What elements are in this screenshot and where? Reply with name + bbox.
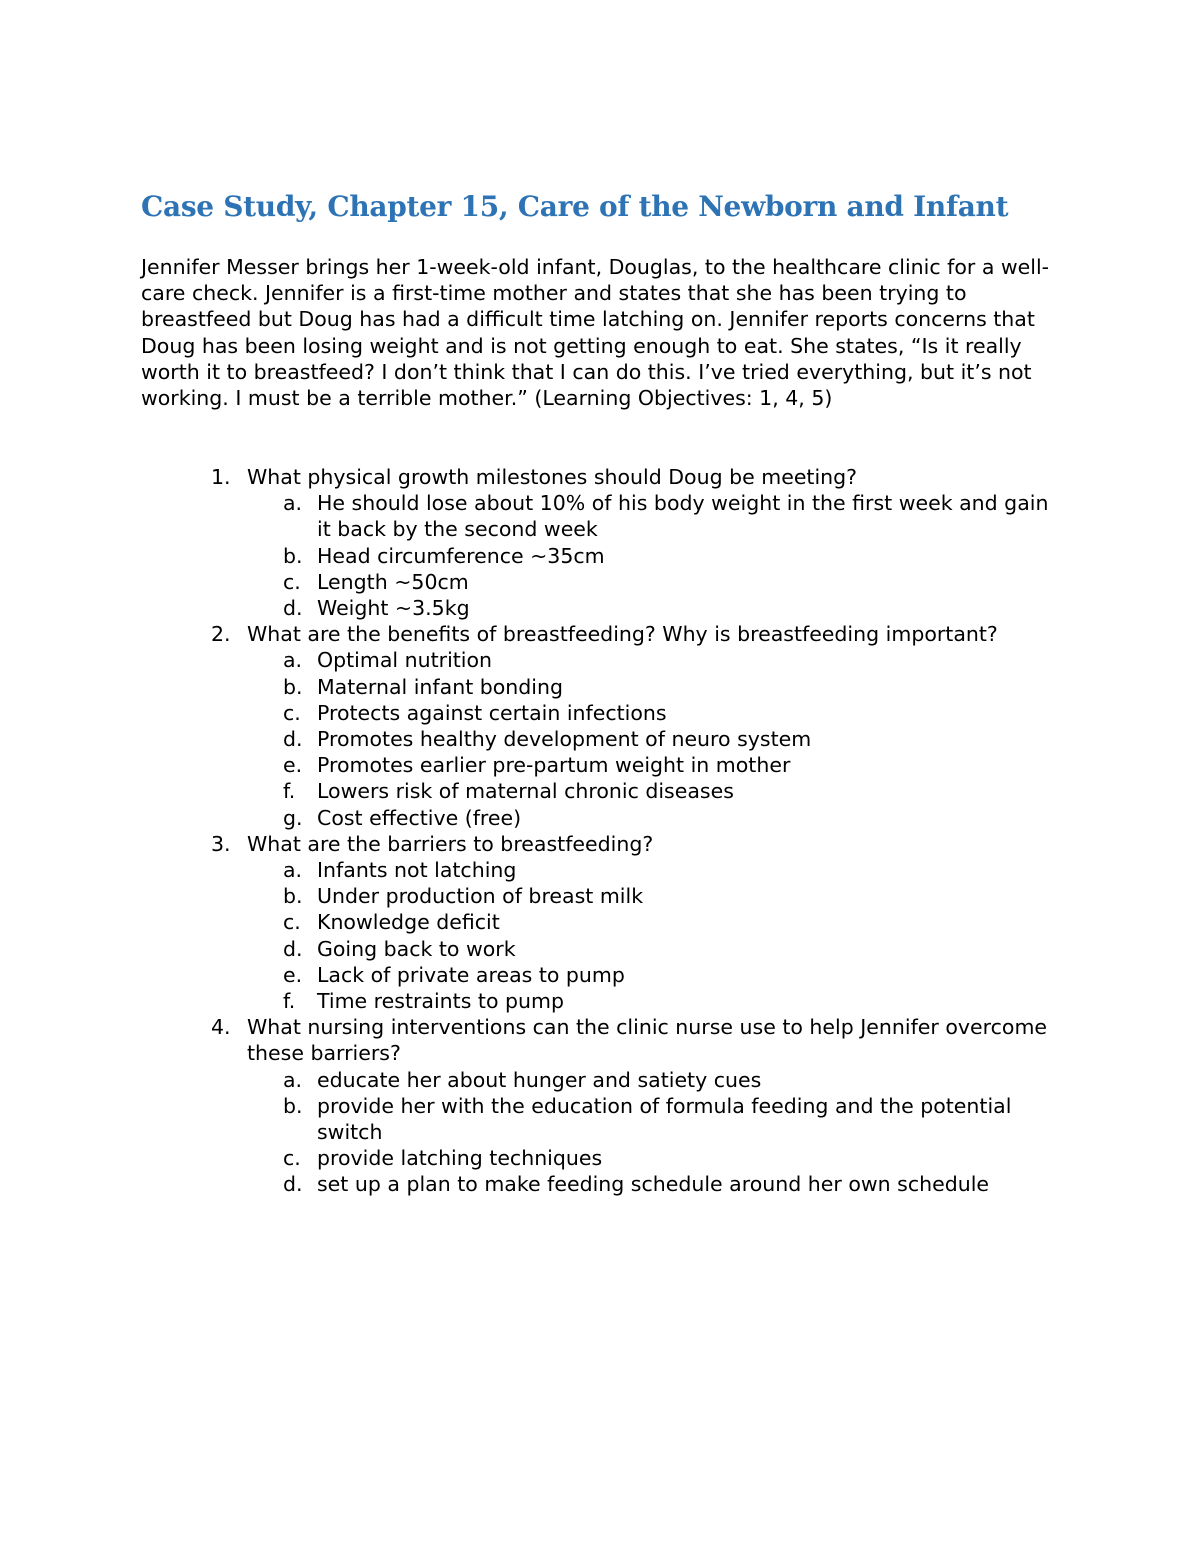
question-number: 3. bbox=[211, 831, 231, 856]
answer-text: Lowers risk of maternal chronic diseases bbox=[317, 779, 734, 804]
document-title: Case Study, Chapter 15, Care of the Newborn and Infant bbox=[141, 190, 1009, 223]
answer-letter: d. bbox=[283, 596, 303, 621]
answer-item bbox=[247, 752, 1066, 778]
answer-letter: c. bbox=[283, 700, 301, 725]
answer-text: Promotes healthy development of neuro system bbox=[317, 727, 812, 752]
answer-letter: c. bbox=[283, 910, 301, 935]
answer-text: Protects against certain infections bbox=[317, 700, 667, 725]
question-item bbox=[141, 1014, 1066, 1197]
answer-letter: a. bbox=[283, 648, 303, 673]
answer-letter: g. bbox=[283, 805, 303, 830]
answer-letter: d. bbox=[283, 936, 303, 961]
answer-item bbox=[247, 674, 1066, 700]
answer-letter: c. bbox=[283, 569, 301, 594]
answer-item bbox=[247, 647, 1066, 673]
answer-item bbox=[247, 909, 1066, 935]
answer-letter: a. bbox=[283, 858, 303, 883]
question-text: What are the barriers to breastfeeding? bbox=[247, 831, 654, 856]
answer-list bbox=[247, 647, 1066, 830]
answer-text: provide latching techniques bbox=[317, 1146, 603, 1171]
question-list bbox=[141, 464, 1066, 1198]
answer-item bbox=[247, 1145, 1066, 1171]
answer-letter: d. bbox=[283, 1172, 303, 1197]
answer-text: Weight ~3.5kg bbox=[317, 596, 470, 621]
answer-item bbox=[247, 936, 1066, 962]
answer-item bbox=[247, 778, 1066, 804]
answer-letter: a. bbox=[283, 1067, 303, 1092]
answer-text: Maternal infant bonding bbox=[317, 674, 564, 699]
answer-letter: d. bbox=[283, 727, 303, 752]
answer-text: educate her about hunger and satiety cues bbox=[317, 1067, 762, 1092]
answer-text: Length ~50cm bbox=[317, 569, 469, 594]
answer-letter: f. bbox=[283, 779, 296, 804]
question-text: What are the benefits of breastfeeding? Why is breastfeeding important? bbox=[247, 622, 998, 647]
answer-letter: b. bbox=[283, 543, 303, 568]
answer-text: Lack of private areas to pump bbox=[317, 962, 625, 987]
answer-item bbox=[247, 1093, 1066, 1145]
answer-item bbox=[247, 883, 1066, 909]
question-number: 1. bbox=[211, 465, 231, 489]
answer-list bbox=[247, 490, 1066, 621]
answer-text: Cost effective (free) bbox=[317, 805, 522, 830]
answer-item bbox=[247, 988, 1066, 1014]
question-item bbox=[141, 464, 1066, 621]
answer-text: Time restraints to pump bbox=[317, 989, 564, 1014]
answer-list bbox=[247, 1067, 1066, 1198]
question-number: 2. bbox=[211, 622, 231, 647]
answer-text: set up a plan to make feeding schedule around her own schedule bbox=[317, 1172, 990, 1197]
answer-text: He should lose about 10% of his body weight in the first week and gain it back by the second week bbox=[317, 491, 1049, 542]
answer-letter: b. bbox=[283, 674, 303, 699]
answer-item bbox=[247, 700, 1066, 726]
answer-text: Optimal nutrition bbox=[317, 648, 493, 673]
answer-text: Head circumference ~35cm bbox=[317, 543, 605, 568]
answer-item bbox=[247, 543, 1066, 569]
answer-text: Knowledge deficit bbox=[317, 910, 500, 935]
answer-list bbox=[247, 857, 1066, 1014]
answer-item bbox=[247, 569, 1066, 595]
question-text: What nursing interventions can the clinic nurse use to help Jennifer overcome these barriers? bbox=[247, 1015, 1048, 1066]
question-item bbox=[141, 831, 1066, 1014]
question-number: 4. bbox=[211, 1015, 231, 1040]
answer-letter: b. bbox=[283, 884, 303, 909]
answer-letter: e. bbox=[283, 962, 303, 987]
answer-item bbox=[247, 962, 1066, 988]
answer-text: Promotes earlier pre-partum weight in mother bbox=[317, 753, 791, 778]
answer-letter: e. bbox=[283, 753, 303, 778]
answer-letter: c. bbox=[283, 1146, 301, 1171]
answer-text: Under production of breast milk bbox=[317, 884, 644, 909]
answer-letter: a. bbox=[283, 491, 303, 516]
answer-text: Infants not latching bbox=[317, 858, 517, 883]
answer-item bbox=[247, 1171, 1066, 1197]
question-item bbox=[141, 621, 1066, 831]
answer-item bbox=[247, 805, 1066, 831]
answer-text: Going back to work bbox=[317, 936, 516, 961]
answer-item bbox=[247, 490, 1066, 542]
answer-item bbox=[247, 726, 1066, 752]
answer-item bbox=[247, 595, 1066, 621]
case-intro-paragraph: Jennifer Messer brings her 1-week-old infant, Douglas, to the healthcare clinic for a well-care check. Jennifer is a first-time mother and states that she has been trying to breastfeed but Doug has had a difficult time latching on. Jennifer reports concerns that Doug has been losing weight and is not getting enough to eat. She states, “Is it really worth it to breastfeed? I don’t think that I can do this. I’ve tried everything, but it’s not working. I must be a terrible mother.” (Learning Objectives: 1, 4, 5) bbox=[141, 255, 1050, 411]
answer-letter: f. bbox=[283, 989, 296, 1014]
answer-item bbox=[247, 857, 1066, 883]
answer-text: provide her with the education of formula feeding and the potential switch bbox=[317, 1093, 1012, 1145]
answer-item bbox=[247, 1067, 1066, 1093]
question-text: What physical growth milestones should Doug be meeting? bbox=[247, 465, 858, 489]
answer-letter: b. bbox=[283, 1093, 303, 1118]
